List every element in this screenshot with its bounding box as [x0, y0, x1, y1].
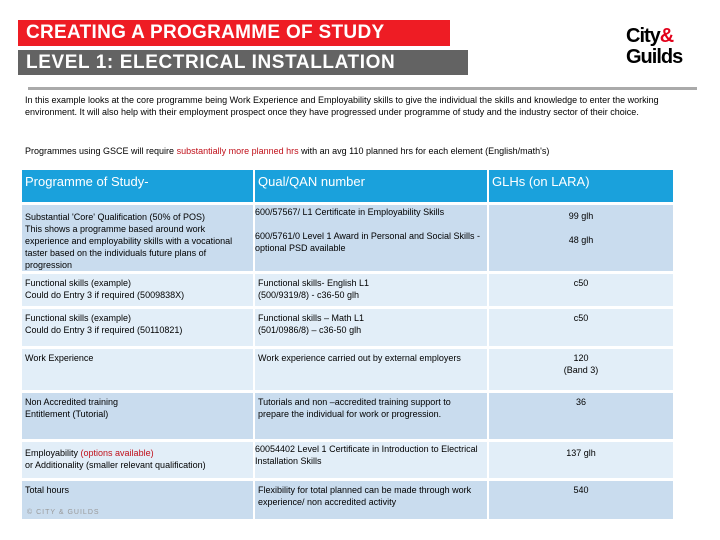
table-row — [22, 393, 673, 439]
table-row — [22, 205, 673, 271]
cell-text: (Band 3) — [563, 365, 599, 375]
cell-text: 60054402 Level 1 Certificate in Introduction to Electrical Installation Skills — [255, 442, 489, 478]
header-qual: Qual/QAN number — [255, 170, 489, 202]
table-row — [22, 309, 673, 346]
cell-text: Non Accredited training — [25, 397, 119, 407]
cell-text: 600/5761/0 Level 1 Award in Personal and Social Skills - optional PSD available — [255, 231, 480, 253]
cell-text: c50 — [489, 274, 673, 306]
gcse-note: Programmes using GSCE will require substantially more planned hrs with an avg 110 planned hrs for each element (English/math's) — [25, 146, 550, 156]
cell-text: Functional skills – Math L1 — [258, 313, 365, 323]
cell-text: Total hours — [22, 481, 255, 519]
programme-table — [22, 170, 673, 522]
cell-text: (501/0986/8) – c36-50 glh — [258, 325, 362, 335]
cell-text: 600/57567/ L1 Certificate in Employability Skills — [255, 207, 445, 217]
cell-text: 540 — [489, 481, 673, 519]
cell-text: 36 — [489, 393, 673, 439]
options-note: (options available) — [80, 448, 154, 458]
table-row — [22, 349, 673, 390]
cell-text: Functional skills (example) — [25, 278, 132, 288]
subtitle-banner: LEVEL 1: ELECTRICAL INSTALLATION — [18, 50, 468, 75]
title-banner: CREATING A PROGRAMME OF STUDY — [18, 20, 450, 46]
cell-text: (500/9319/8) - c36-50 glh — [258, 290, 360, 300]
cell-text: Substantial 'Core' Qualification (50% of POS) — [25, 212, 206, 222]
cell-text: Flexibility for total planned can be made through work experience/ non accredited activity — [255, 481, 489, 519]
cell-text: Could do Entry 3 if required (50110821) — [25, 325, 183, 335]
cell-text: This shows a programme based around work experience and employability skills with a vocational taster based on the individuals future plans of progression — [25, 224, 233, 270]
cell-text: 48 glh — [568, 235, 594, 245]
cell-text: Could do Entry 3 if required (5009838X) — [25, 290, 185, 300]
cell-text: Work Experience — [22, 349, 255, 390]
table-row — [22, 442, 673, 478]
cell-text: Functional skills- English L1 — [258, 278, 370, 288]
cell-text: 99 glh — [568, 211, 594, 221]
cell-text: 120 — [573, 353, 589, 363]
intro-text: In this example looks at the core programme being Work Experience and Employability skills to give the individual the skills and knowledge to enter the working environment. It will also help with their employment prospect once they have progressed under programme of study and the industry sector of their choice. — [25, 95, 659, 117]
cell-text: or Additionality (smaller relevant qualification) — [25, 460, 206, 470]
table-header — [22, 170, 673, 202]
divider — [28, 87, 697, 90]
cell-text: Tutorials and non –accredited training support to prepare the individual for work or progression. — [255, 393, 489, 439]
header-glh: GLHs (on LARA) — [489, 170, 673, 202]
cell-text: Work experience carried out by external employers — [255, 349, 489, 390]
header-programme: Programme of Study- — [22, 170, 255, 202]
cell-text: Functional skills (example) — [25, 313, 132, 323]
cell-text: Employability — [25, 448, 81, 458]
copyright: © CITY & GUILDS — [27, 509, 100, 516]
city-guilds-logo: City& Guilds — [626, 25, 683, 68]
cell-text: c50 — [489, 309, 673, 346]
table-row — [22, 481, 673, 519]
cell-text: 137 glh — [489, 442, 673, 478]
table-row — [22, 274, 673, 306]
cell-text: Entitlement (Tutorial) — [25, 409, 109, 419]
